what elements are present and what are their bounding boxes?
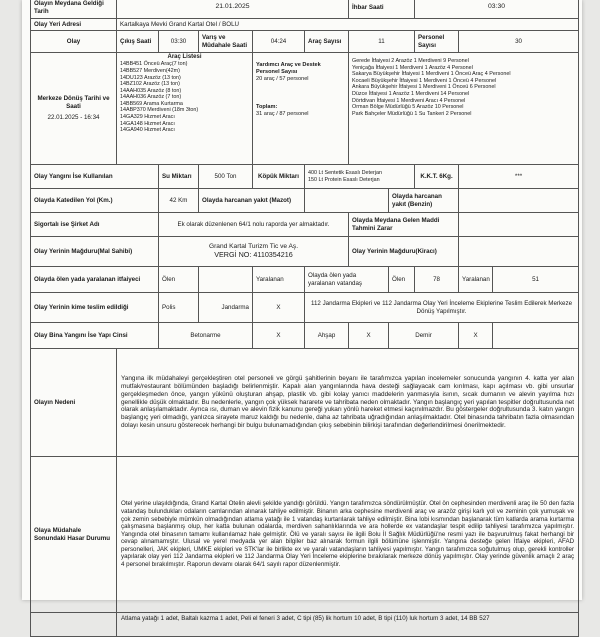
intervention-row — [31, 457, 579, 613]
support-title: Yardımcı Araç ve Destek Personel Sayısı — [256, 62, 321, 75]
casualties-label: Olayda ölen yada yaralanan itfaiyeci — [31, 267, 159, 293]
return-cell — [31, 53, 117, 165]
vehicle-item: 14DU123 Arazöz (13 ton) — [120, 74, 181, 81]
arrival-label: Varış ve Müdahale Saati — [199, 31, 253, 53]
intervention-label: Olaya Müdahale Sonundaki Hasar Durumu — [31, 457, 117, 613]
team-item: Gerede İtfaiyesi 2 Arazöz 1 Merdiveni 9 Personel — [352, 58, 469, 64]
kkt-value: *** — [459, 165, 579, 189]
personnel-count-label: Personel Sayısı — [415, 31, 459, 53]
building-wood-mark: X — [349, 323, 389, 349]
vehicle-item: 14AAH035 Arazöz (8 ton) — [120, 87, 182, 94]
handover-label: Olay Yerinin kime teslim edildiği — [31, 293, 159, 323]
date-label: Olayın Meydana Geldiği Tarih — [31, 0, 117, 19]
building-label: Olay Bina Yangını İse Yapı Cinsi — [31, 323, 159, 349]
extinguish-label: Olay Yangını İse Kullanılan — [31, 165, 159, 189]
building-iron-mark: X — [459, 323, 493, 349]
event-row — [31, 31, 579, 53]
notice-time-value: 03:30 — [415, 0, 579, 19]
return-value: 22.01.2025 - 16:34 — [47, 114, 100, 122]
vehicle-item: 14BZ102 Arazöz (13 ton) — [120, 81, 180, 88]
citizen-casualties-label: Olayda ölen yada yaralanan vatandaş — [305, 267, 389, 293]
vehicle-item: 14ABP370 Merdiveni (18m 3ton) — [120, 107, 199, 114]
owner-label: Olay Yerinin Mağduru(Mal Sahibi) — [31, 237, 159, 267]
vehicle-item: 14AAH036 Arazöz (7 ton) — [120, 94, 182, 101]
owner-tax-no: VERGİ NO: 4110354216 — [214, 250, 293, 260]
cause-row — [31, 349, 579, 457]
foam-value-2: 150 Lt Protein Esaslı Deterjan — [308, 176, 380, 183]
citizen-injured-label: Yaralanan — [459, 267, 493, 293]
personnel-count: 30 — [459, 31, 579, 53]
building-row — [31, 323, 579, 349]
team-item: Sakarya Büyükşehir İtfaiyesi 1 Merdiveni 1 Önceü Araç 4 Personel — [352, 71, 511, 78]
date-row — [31, 0, 579, 19]
team-item: Yeniçağa İtfaiyesi 1 Merdiveni 1 Arazöz 4 Personel — [352, 64, 473, 71]
total-value: 31 araç / 87 personel — [256, 111, 309, 118]
citizen-dead-label: Ölen — [389, 267, 415, 293]
building-concrete: Betonarme — [159, 323, 253, 349]
intervention-text: Otel yerine ulaşıldığında, Grand Kartal Otelin alevli şekilde yandığı görüldü. Yangın tarafımızca söndürülmüştür. Otel ön cephesinden merdivenli araç ile 50 den fazla vatandaş bulundukları odaların camlarından alınarak tahliye edilmiştir. Binanın arka cephesine merdivenli araç ve arazöz girişi karlı yol ve zeminin çok yumuşak ve çok zemin sebebiyle mümkün olmadığından atlama yatağı ile 1 vatandaş kurtarılarak tahliye edilmiştir. Bina lobi kısmından başlanarak tüm katlarda arama kurtarma çalışmasına başlanmış olup, her katta bulunan odalarda, merdiven sahanlıklarında ve ara hollerde ex vatandaşlar tespit edilip tahliyesi tarafımızca yapılmıştır. Yangında otel binasının tamamı kullanılamaz hale gelmiştir. Ölü ve yaralı sayısı ile ilgili Bolu İl Sağlık Müdürlüğü'ne resmi yazı ile başvurulmuş fakat herhangi bir cevap alınamamıştır. Ulusal ve yerel medyada yer alan bilgiler baz alınarak formun ilgili bölümüne işlenmiştir. Yangına desteğe gelen İtfaiye ekipleri, AFAD personelleri, JAK ekipleri, UMKE ekipleri ve STK'lar ile birlikte ex ve yaralı vatandaşların tahliyesi yapılmıştır. Yangın tarafımızca soğutulmuş olup, gerekli kontroller yapılarak olay yeri 112 Jandarma ekipleri ve 112 Jandarma Olay Yeri İnceleme ekiplerine bırakılarak merkeze dönüş yapılmıştır. Olay yerinde güvenlik amaçlı 2 araç 4 personel bırakılmıştır. Raporun devamı olarak 64/1 sayılı rapor düzenlenmiştir. — [117, 457, 579, 613]
support-value: 20 araç / 57 personel — [256, 75, 309, 82]
vehicle-item: 14BB451 Önceü Araç(7 ton) — [120, 61, 188, 68]
equipment-text: Atlama yatağı 1 adet, Baltalı kazma 1 adet, Peli el feneri 3 adet, C tipi (85) lik hortum 10 adet, B tipi (110) luk hortum 3 adet, 14 BB 527 — [117, 613, 579, 637]
handover-gendarmerie-mark: X — [253, 293, 305, 323]
return-row — [31, 53, 579, 165]
damage-label: Olayda Meydana Gelen Maddi Tahmini Zarar — [349, 213, 459, 237]
building-iron: Demir — [389, 323, 459, 349]
foam-values — [305, 165, 415, 189]
equipment-row — [31, 613, 579, 637]
insurance-row — [31, 213, 579, 237]
handover-note: 112 Jandarma Ekipleri ve 112 Jandarma Olay Yeri İnceleme Ekiplerine Teslim Edilerek Merkeze Dönüş Yapılmıştır. — [305, 293, 579, 323]
vehicle-item: 14GA148 Hizmet Aracı — [120, 120, 175, 127]
owner-name: Grand Kartal Turizm Tic ve Aş. — [208, 243, 299, 251]
extinguish-row — [31, 165, 579, 189]
foam-label: Köpük Miktarı — [253, 165, 305, 189]
vehicle-count-label: Araç Sayısı — [305, 31, 349, 53]
owner-value — [159, 237, 349, 267]
fuel-petrol-value — [459, 189, 579, 213]
tenant-label: Olay Yerinin Mağduru(Kiracı) — [349, 237, 459, 267]
distance-label: Olayda Katedilen Yol (Km.) — [31, 189, 159, 213]
fuel-diesel-label: Olayda harcanan yakıt (Mazot) — [199, 189, 305, 213]
handover-police: Polis — [159, 293, 199, 323]
tenant-value — [459, 237, 579, 267]
vehicle-item: 14BB527 Merdiven(42m) — [120, 67, 180, 74]
equipment-label — [31, 613, 117, 637]
building-blank — [493, 323, 579, 349]
departure-time: 03:30 — [159, 31, 199, 53]
team-item: Park Bahçeler Müdürlüğü 1 Su Tankeri 2 Personel — [352, 110, 472, 117]
vehicle-count: 11 — [349, 31, 415, 53]
team-item: Kocaeli Büyükşehir İtfaiyesi 1 Merdiveni 1 Önceü 4 Personel — [352, 77, 497, 84]
vehicle-item: 14GA329 Hizmet Aracı — [120, 114, 175, 121]
insurance-label: Sigortalı ise Şirket Adı — [31, 213, 159, 237]
team-item: Dörtdivan İtfaiyesi 1 Merdiveni Aracı 4 Personel — [352, 97, 466, 104]
event-label: Olay — [31, 31, 117, 53]
address-value: Kartalkaya Mevki Grand Kartal Otel / BOLU — [117, 19, 579, 31]
report-page — [22, 0, 582, 622]
vehicle-item: 14GA940 Hizmet Aracı — [120, 127, 175, 134]
firefighter-dead-label: Ölen — [159, 267, 199, 293]
report-sheet — [30, 0, 578, 637]
address-row — [31, 19, 579, 31]
water-value: 500 Ton — [199, 165, 253, 189]
fuel-diesel-value — [305, 189, 389, 213]
casualties-row — [31, 267, 579, 293]
notice-time-label: İhbar Saati — [349, 0, 415, 19]
report-table — [30, 0, 579, 637]
date-value: 21.01.2025 — [117, 0, 349, 19]
foam-value-1: 400 Lt Sentetik Esaslı Deterjan — [308, 169, 383, 176]
kkt-label: K.K.T. 6Kg. — [415, 165, 459, 189]
team-item: Ankara Büyükşehir İtfaiyesi 1 Merdiveni 1 Önceü 6 Personel — [352, 84, 496, 91]
vehicle-list-title: Araç Listesi — [167, 54, 202, 60]
citizen-injured-value: 51 — [493, 267, 579, 293]
water-label: Su Miktarı — [159, 165, 199, 189]
team-item: Orman Bölge Müdürlüğü 5 Arazöz 10 Personel — [352, 104, 464, 111]
firefighter-dead-value — [199, 267, 253, 293]
total-label: Toplam: — [256, 104, 278, 111]
arrival-time: 04:24 — [253, 31, 305, 53]
building-wood: Ahşap — [305, 323, 349, 349]
vehicle-item: 14BB569 Arama Kurtarma — [120, 100, 183, 107]
citizen-dead-value: 78 — [415, 267, 459, 293]
building-concrete-mark: X — [253, 323, 305, 349]
insurance-value: Ek olarak düzenlenen 64/1 nolu raporda yer almaktadır. — [159, 213, 349, 237]
cause-label: Olayın Nedeni — [31, 349, 117, 457]
distance-value: 42 Km — [159, 189, 199, 213]
address-label: Olay Yeri Adresi — [31, 19, 117, 31]
distance-row — [31, 189, 579, 213]
owner-row — [31, 237, 579, 267]
cause-text: Yangına ilk müdahaleyi gerçekleştiren otel personeli ve görgü şahitlerinin beyanı ile tarafımızca yapılan incelemeler sonucunda yangının 4. katta yer alan mutfak/restaurant bölümünden başladığı belirlenmiştir. Kapalı alan yangınlarında hava desteği sağlayacak cam kırılması, kapı açılması vb. gibi unsurlar gerçekleşmeden önce, yangın yükünü oluşturan ahşap, plastik vb. gibi kolay yanıcı maddelerin yanmasıyla isının, sıcak dumanın ve alevin yayılma hızı genellikle düşük olmaktadır. Bu nedenlerle, yangın çok yüksek hararete ve tahribata neden olmaktadır. Yangın başlangıç yeri yapılan tespitler doğrultusunda net olarak anlaşılamaktadır. Ayrıca ısı, duman ve alevin fizik kanunu gereği yukarı yönlü hareket etmesi kaçınılmazdır. Bu göstergeler doğrultusunda 3. katın yangın başlangıç yeri olmadığı, yanlızca sirayete maruz kaldığı bu nedenle, daha az tahribata uğradığından anlaşılmaktadır. Otel binasında tahribatın fazla olmasından dolayı kesin unsuru gösterecek herhangi bir bulgu bulunamadığından çıkış sebebinin bilirkişi tarafından değerlendirilmesi önerilmektedir. — [117, 349, 579, 457]
departure-label: Çıkış Saati — [117, 31, 159, 53]
firefighter-injured-label: Yaralanan — [253, 267, 305, 293]
handover-gendarmerie: Jandarma — [199, 293, 253, 323]
damage-value — [459, 213, 579, 237]
vehicle-list — [117, 53, 253, 165]
return-label: Merkeze Dönüş Tarihi ve Saati — [37, 95, 110, 110]
team-list — [349, 53, 579, 165]
handover-row — [31, 293, 579, 323]
team-item: Düzce İtfaiyesi 1 Arazöz 1 Merdiveni 14 Personel — [352, 90, 470, 97]
support-cell — [253, 53, 349, 165]
fuel-petrol-label: Olayda harcanan yakıt (Benzin) — [389, 189, 459, 213]
